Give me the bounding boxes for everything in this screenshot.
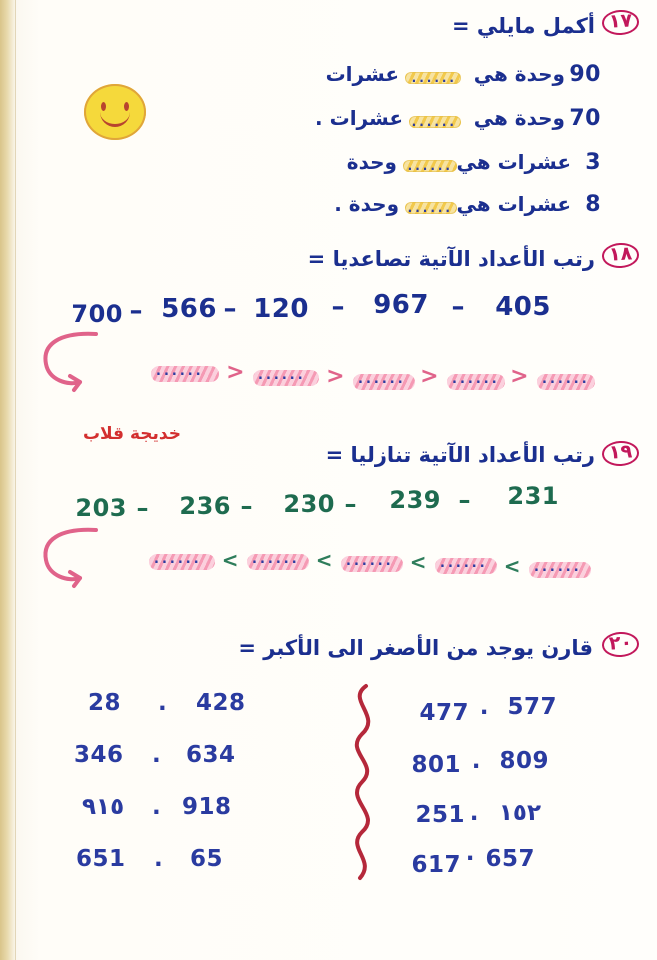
column-separator-squiggle [336,682,394,882]
ex17-row-3-value: 8 [585,192,601,217]
ex18-arrow-1: < [420,364,439,389]
ex17-row-2-text-before: عشرات هي [456,150,571,174]
ex20-right-2-b: 251 [415,802,465,828]
page-binding-edge [15,0,16,960]
ex19-number-3: 236 [179,492,231,520]
exercise-17-prompt: أكمل مايلي = [451,14,595,38]
ex20-right-3-a: 657 [485,846,535,872]
ex19-number-1: 239 [389,486,441,514]
ex19-sep-2: – [240,492,253,520]
ex19-arrow-0: > [503,554,521,578]
ex19-arrow-3: > [221,548,239,572]
ex19-arrow-1: > [409,550,427,574]
exercise-18-number: ١٨ [602,243,639,268]
ex18-arrow-2: < [326,364,345,389]
ex19-answer-blank-1-dots: ...... [440,556,488,571]
ex20-right-1-b: 801 [411,752,461,778]
ex19-answer-blank-1[interactable] [435,558,497,574]
ex20-left-0-a: 28 [88,690,122,716]
exercise-20-prompt: قارن يوجد من الأصغر الى الأكبر = [238,636,593,660]
ex17-row-3-text-before: عشرات هي [456,192,571,216]
exercise-19-prompt: رتب الأعداد الآتية تنازليا = [325,443,595,467]
ex18-number-2: 120 [253,294,309,324]
ex17-row-0-blank-dots: ...... [411,71,457,85]
ex19-curve-arrow-icon [34,524,104,592]
exercise-18-prompt: رتب الأعداد الآتية تصاعديا = [307,247,595,271]
ex19-number-0: 231 [507,482,559,510]
ex20-right-2-a: ١٥٢ [498,800,541,826]
ex18-sep-0: – [451,292,465,322]
ex20-left-3-a: 651 [76,846,126,872]
ex18-sep-3: – [129,296,143,326]
ex17-row-0-value: 90 [569,62,601,87]
ex20-left-1-a: 346 [74,742,124,768]
ex17-row-3-text-after: وحدة . [334,192,399,216]
ex18-arrow-0: < [510,364,529,389]
ex20-right-0-op[interactable]: . [479,694,489,720]
ex18-answer-blank-2[interactable] [353,374,415,390]
ex20-right-3-op[interactable]: · [465,846,475,872]
ex20-left-1-b: 634 [186,742,236,768]
ex20-left-2-a: ٩١٥ [82,794,125,820]
ex18-number-3: 566 [161,294,217,324]
ex20-right-0-a: 577 [507,694,557,720]
exercise-17-number: ١٧ [602,10,639,35]
ex19-answer-blank-3-dots: ...... [252,552,300,567]
ex20-left-1-op[interactable]: . [152,742,162,768]
ex18-answer-blank-0-dots: ...... [542,372,590,387]
ex17-row-3-blank-dots: ...... [407,201,453,215]
ex17-row-1-text-after: عشرات . [315,106,403,130]
ex20-right-3-b: 617 [411,852,461,878]
ex20-left-2-b: 918 [182,794,232,820]
ex20-right-1-op[interactable]: . [471,748,481,774]
ex19-answer-blank-0[interactable] [529,562,591,578]
ex17-row-2-blank[interactable] [403,160,457,172]
ex18-answer-blank-1-dots: ...... [452,372,500,387]
ex17-row-2-text-after: وحدة [346,150,397,174]
ex17-row-1-value: 70 [569,106,601,131]
ex18-number-4: 700 [71,300,123,328]
exercise-20-number: ٢٠ [602,632,639,657]
ex20-left-3-op[interactable]: . [154,846,164,872]
ex17-row-2-value: 3 [585,150,601,175]
ex20-right-0-b: 477 [419,700,469,726]
ex19-sep-3: – [136,494,149,522]
ex20-right-2-op[interactable]: . [469,800,479,826]
smiley-icon [84,84,146,140]
ex18-answer-blank-3-dots: ...... [258,368,306,383]
ex19-answer-blank-2-dots: ...... [346,554,394,569]
ex18-answer-blank-4-dots: ...... [156,364,204,379]
ex20-left-3-b: 65 [190,846,224,872]
ex17-row-0-text-after: عشرات [325,62,399,86]
ex17-row-1-blank-dots: ...... [411,115,457,129]
ex18-answer-blank-1[interactable] [447,374,505,390]
ex19-sep-0: – [458,486,471,514]
ex19-answer-blank-3[interactable] [247,554,309,570]
ex19-sep-1: – [344,490,357,518]
ex19-answer-blank-4[interactable] [149,554,215,570]
ex17-row-1-blank[interactable] [409,116,461,128]
ex19-number-2: 230 [283,490,335,518]
ex19-answer-blank-0-dots: ...... [534,560,582,575]
ex19-answer-blank-2[interactable] [341,556,403,572]
ex19-arrow-2: > [315,548,333,572]
ex18-arrow-3: < [226,360,245,385]
ex17-row-0-text-before: وحدة هي [473,62,565,86]
ex18-answer-blank-2-dots: ...... [358,372,406,387]
ex19-number-4: 203 [75,494,127,522]
ex18-sep-2: – [223,294,237,324]
ex18-curve-arrow-icon [34,328,104,396]
ex18-number-0: 405 [495,292,551,322]
ex18-answer-blank-4[interactable] [151,366,219,382]
ex17-row-3-blank[interactable] [405,202,457,214]
ex20-left-0-b: 428 [196,690,246,716]
ex18-number-1: 967 [373,290,429,320]
ex20-right-1-a: 809 [499,748,549,774]
ex18-answer-blank-3[interactable] [253,370,319,386]
author-name: خديجة قلاب [82,424,181,444]
ex18-answer-blank-0[interactable] [537,374,595,390]
ex17-row-1-text-before: وحدة هي [473,106,565,130]
ex18-sep-1: – [331,292,345,322]
ex17-row-2-blank-dots: ...... [407,159,453,173]
ex20-left-0-op[interactable]: . [158,690,168,716]
ex19-answer-blank-4-dots: ...... [154,552,202,567]
ex20-left-2-op[interactable]: . [152,794,162,820]
ex17-row-0-blank[interactable] [405,72,461,84]
exercise-19-number: ١٩ [602,441,639,466]
